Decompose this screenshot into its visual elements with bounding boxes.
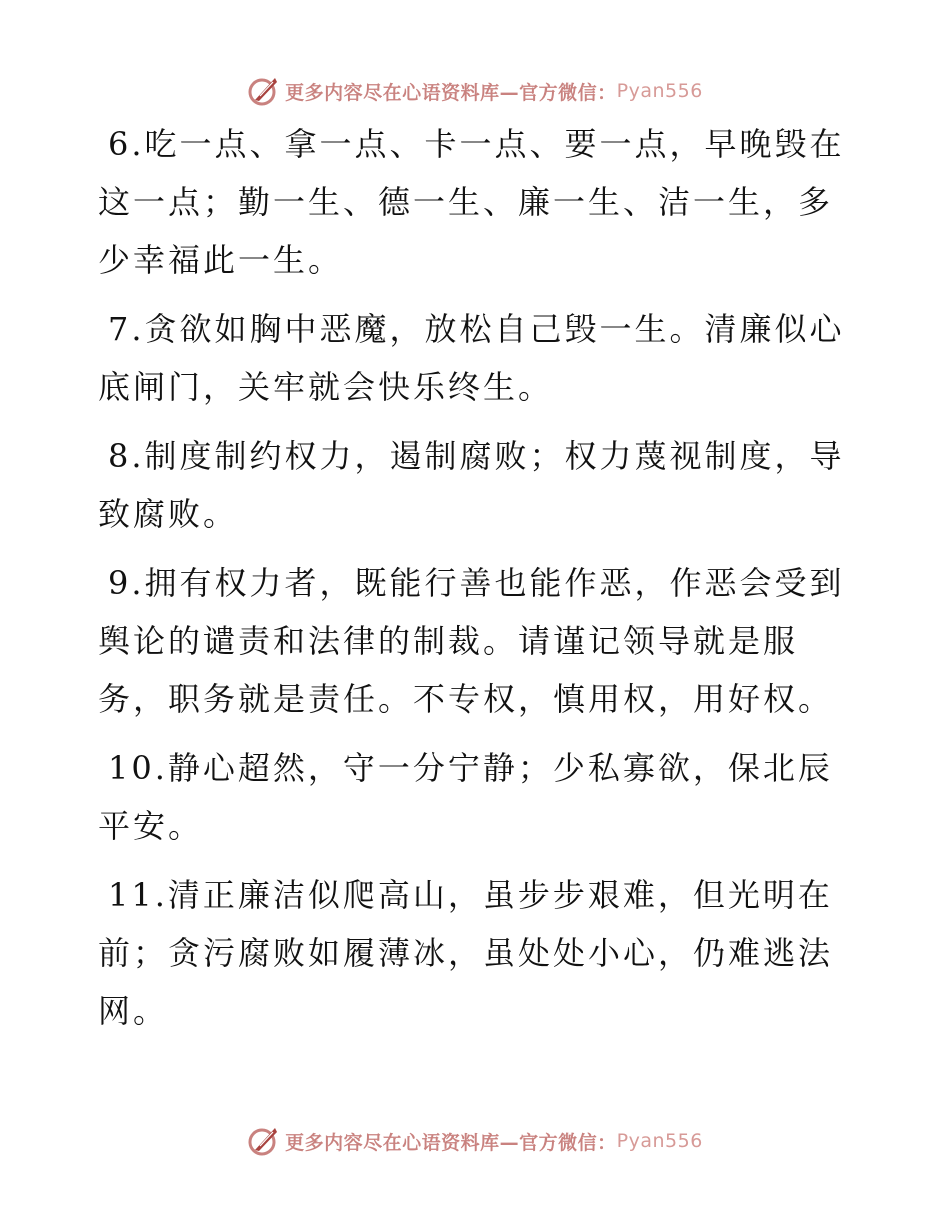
watermark-text: 更多内容尽在心语资料库—官方微信： [285,81,617,104]
feather-pen-logo-icon [247,1124,281,1158]
watermark-handle: Pyan556 [616,1130,703,1152]
paragraph-9: 9.拥有权力者，既能行善也能作恶，作恶会受到舆论的谴责和法律的制裁。请谨记领导就是服务，职务就是责任。不专权，慎用权，用好权。 [98,564,845,718]
feather-pen-logo-icon [247,74,281,108]
paragraph-8: 8.制度制约权力，遏制腐败；权力蔑视制度，导致腐败。 [98,437,845,533]
header-watermark [0,71,950,111]
footer-watermark [0,1121,950,1161]
paragraph-10: 10.静心超然，守一分宁静；少私寡欲，保北辰平安。 [98,749,833,845]
paragraph-11: 11.清正廉洁似爬高山，虽步步艰难，但光明在前；贪污腐败如履薄冰，虽处处小心，仍难逃法网。 [98,876,834,1030]
document-body [98,115,858,1051]
paragraph-6: 6.吃一点、拿一点、卡一点、要一点，早晚毁在这一点；勤一生、德一生、廉一生、洁一生，多少幸福此一生。 [98,125,845,279]
paragraph-7: 7.贪欲如胸中恶魔，放松自己毁一生。清廉似心底闸门，关牢就会快乐终生。 [98,310,845,406]
watermark-text: 更多内容尽在心语资料库—官方微信： [285,1131,617,1154]
watermark-handle: Pyan556 [616,80,703,102]
